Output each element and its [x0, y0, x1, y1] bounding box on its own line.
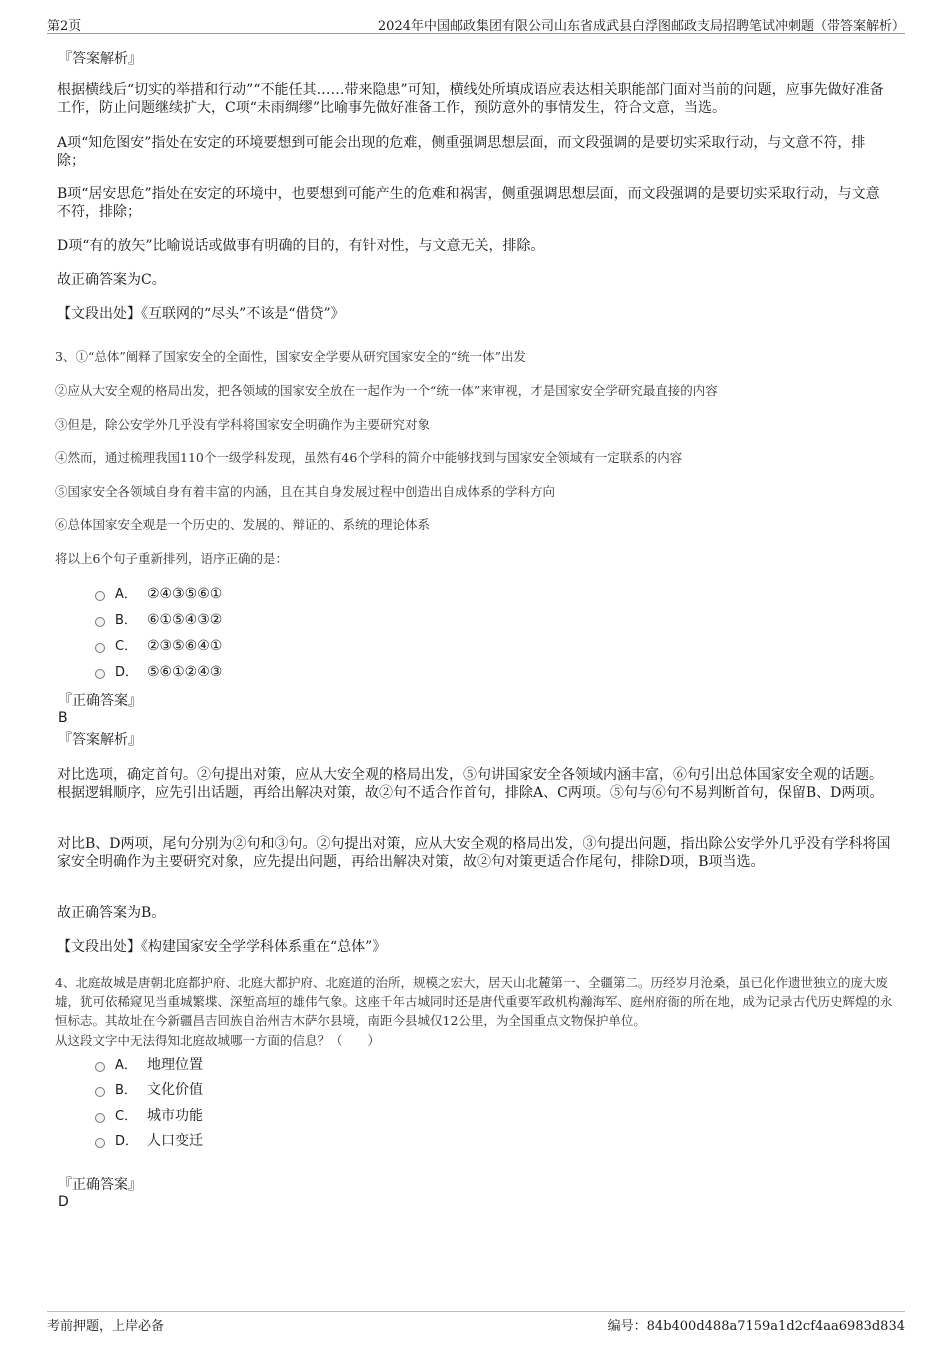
analysis-paragraph: 对比选项，确定首句。②句提出对策，应从大安全观的格局出发，⑤句讲国家安全各领域内涵丰富，⑥句引出总体国家安全观的话题。根据逻辑顺序，应先引出话题，再给出解决对策，故②句不适合作首句，排除A、C两项。⑤句与⑥句不易判断首句，保留B、D两项。 — [57, 767, 884, 801]
question-sentence: ⑤国家安全各领域自身有着丰富的内涵，且在其自身发展过程中创造出自成体系的学科方向 — [55, 484, 556, 499]
question-sentence: ④然而，通过梳理我国110个一级学科发现，虽然有46个学科的简介中能够找到与国家安全领域有一定联系的内容 — [55, 450, 683, 465]
document-title: 2024年中国邮政集团有限公司山东省成武县白浮图邮政支局招聘笔试冲刺题（带答案解析） — [377, 19, 905, 34]
analysis-paragraph: D项“有的放矢”比喻说话或做事有明确的目的，有针对性，与文意无关，排除。 — [57, 238, 545, 254]
page-footer — [47, 1311, 905, 1339]
radio-icon[interactable] — [95, 617, 105, 627]
source-citation: 【文段出处】《互联网的“尽头”不该是“借贷”》 — [57, 306, 345, 322]
question-sentence: ⑥总体国家安全观是一个历史的、发展的、辩证的、系统的理论体系 — [55, 517, 431, 532]
radio-icon[interactable] — [95, 1113, 105, 1123]
radio-icon[interactable] — [95, 1062, 105, 1072]
answer-label: 『正确答案』 — [58, 693, 142, 709]
question-sentence: 3、①“总体”阐释了国家安全的全面性，国家安全学要从研究国家安全的“统一体”出发 — [55, 349, 527, 364]
answer-label: 『正确答案』 — [58, 1177, 142, 1193]
radio-icon[interactable] — [95, 1138, 105, 1148]
correct-answer: D — [58, 1194, 69, 1210]
question-sentence: ③但是，除公安学外几乎没有学科将国家安全明确作为主要研究对象 — [55, 417, 431, 432]
conclusion: 故正确答案为C。 — [57, 272, 166, 288]
analysis-paragraph: A项“知危图安”指处在安定的环境要想到可能会出现的危难，侧重强调思想层面，而文段强调的是要切实采取行动，与文意不符，排除； — [57, 135, 866, 169]
option-c[interactable]: C． 城市功能 — [95, 1106, 203, 1126]
radio-icon[interactable] — [95, 1087, 105, 1097]
option-b[interactable]: B． 文化价值 — [95, 1080, 203, 1100]
question-prompt: 将以上6个句子重新排列，语序正确的是： — [55, 551, 288, 566]
radio-icon[interactable] — [95, 669, 105, 679]
option-c[interactable]: C． ②③⑤⑥④① — [95, 636, 222, 656]
radio-icon[interactable] — [95, 643, 105, 653]
question-prompt: 从这段文字中无法得知北庭故城哪一方面的信息？（ ） — [55, 1033, 381, 1048]
question-stem: 4、北庭故城是唐朝北庭都护府、北庭大都护府、北庭道的治所，规模之宏大，居天山北麓第一、全疆第二。历经岁月沧桑，虽已化作遗世独立的庞大废墟，犹可依稀窥见当重城繁堞、深堑高垣的雄伟气象。这座千年古城同时还是唐代重要军政机构瀚海军、庭州府衙的所在地，成为记录古代历史辉煌的永恒标志。其故址在今新疆昌吉回族自治州吉木萨尔县境，南距今县城仅12公里，为全国重点文物保护单位。 — [55, 975, 893, 1028]
page-number: 第2页 — [47, 19, 82, 34]
option-d[interactable]: D． ⑤⑥①②④③ — [95, 662, 222, 682]
option-a[interactable]: A． ②④③⑤⑥① — [95, 584, 222, 604]
source-citation: 【文段出处】《构建国家安全学学科体系重在“总体”》 — [57, 939, 387, 955]
option-d[interactable]: D． 人口变迁 — [95, 1131, 203, 1151]
footer-slogan: 考前押题，上岸必备 — [47, 1319, 165, 1334]
question-sentence: ②应从大安全观的格局出发，把各领域的国家安全放在一起作为一个“统一体”来审视，才是国家安全学研究最直接的内容 — [55, 383, 718, 398]
analysis-paragraph: B项“居安思危”指处在安定的环境中，也要想到可能产生的危难和祸害，侧重强调思想层面，而文段强调的是要切实采取行动，与文意不符，排除； — [57, 186, 880, 220]
option-b[interactable]: B． ⑥①⑤④③② — [95, 610, 222, 630]
analysis-label: 『答案解析』 — [58, 732, 142, 748]
analysis-paragraph: 根据横线后“切实的举措和行动”“不能任其……带来隐患”可知，横线处所填成语应表达相关职能部门面对当前的问题，应事先做好准备工作，防止问题继续扩大，C项“未雨绸缪”比喻事先做好准备工作，预防意外的事情发生，符合文意，当选。 — [57, 82, 884, 116]
option-a[interactable]: A． 地理位置 — [95, 1055, 203, 1075]
radio-icon[interactable] — [95, 591, 105, 601]
analysis-paragraph: 对比B、D两项，尾句分别为②句和③句。②句提出对策，应从大安全观的格局出发，③句提出问题，指出除公安学外几乎没有学科将国家安全明确作为主要研究对象，应先提出问题，再给出解决对策，故②句对策更适合作尾句，排除D项，B项当选。 — [57, 836, 891, 870]
document-id: 编号：84b400d488a7159a1d2cf4aa6983d834 — [607, 1319, 905, 1334]
conclusion: 故正确答案为B。 — [57, 905, 166, 921]
correct-answer: B — [58, 710, 68, 726]
page-header — [47, 13, 905, 34]
analysis-label: 『答案解析』 — [58, 51, 142, 67]
